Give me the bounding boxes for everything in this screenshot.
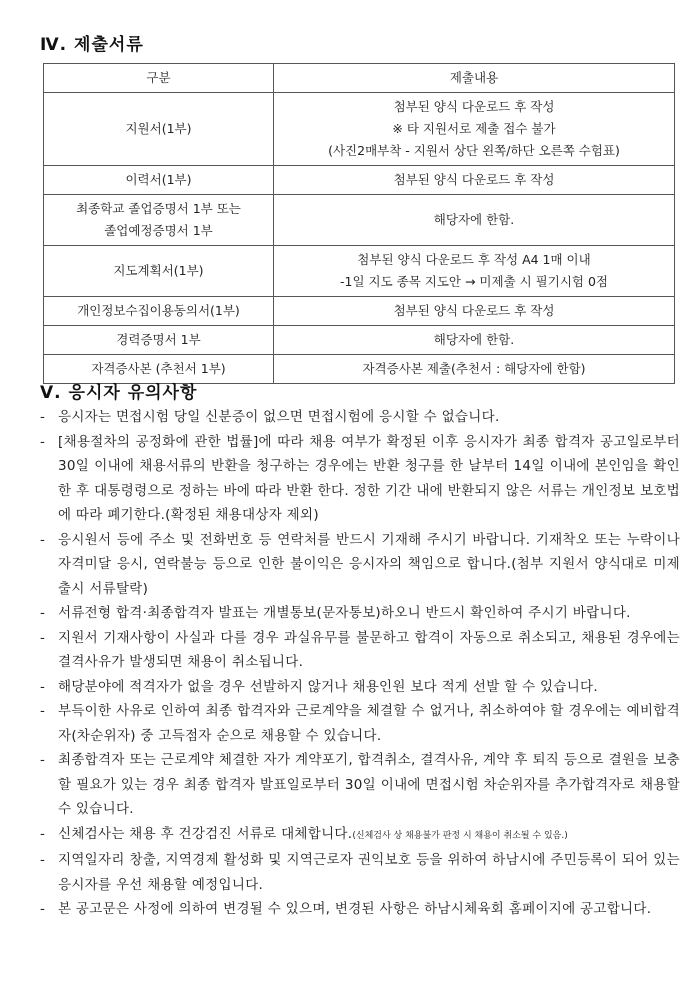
- dash-bullet: -: [40, 852, 45, 868]
- note-item: [40, 897, 680, 922]
- note-item: [40, 430, 680, 528]
- note-main-text: 서류전형 합격·최종합격자 발표는 개별통보(문자통보)하오니 반드시 확인하여 주시기 바랍니다.: [58, 605, 631, 621]
- note-item: [40, 601, 680, 626]
- dash-bullet: -: [40, 433, 45, 450]
- section-5-title: Ⅴ. 응시자 유의사항: [40, 383, 198, 403]
- note-item: [40, 848, 680, 897]
- note-main-text: 부득이한 사유로 인하여 최종 합격자와 근로계약을 체결할 수 없거나, 취소하여야 할 경우에는 예비합격자(차순위자) 중 고득점자 순으로 채용할 수 있습니다.: [58, 703, 680, 744]
- note-text: [58, 748, 680, 822]
- document-content-cell: [274, 297, 675, 326]
- dash-bullet: -: [40, 825, 45, 842]
- document-content-line: 첨부된 양식 다운로드 후 작성: [393, 303, 555, 318]
- note-main-text: [채용절차의 공정화에 관한 법률]에 따라 채용 여부가 확정된 이후 응시자가 최종 합격자 공고일로부터 30일 이내에 채용서류의 반환을 청구하는 경우에는 반환 청구를 한 날부터 14일 이내에 본인임을 확인한 후 대통령령으로 정하는 바에 따라 반환 한다. 정한 기간 내에 반환되지 않은 서류는 개인정보 보호법에 따라 폐기한다.(확정된 채용대상자 제외): [58, 433, 680, 523]
- document-content-line: -1일 지도 종목 지도안 → 미제출 시 필기시험 0점: [340, 274, 608, 289]
- note-small-text: (신체검사 상 채용불가 판정 시 채용이 취소될 수 있음.): [352, 830, 568, 841]
- note-main-text: 최종합격자 또는 근로계약 체결한 자가 계약포기, 합격취소, 결격사유, 계약 후 퇴직 등으로 결원을 보충할 필요가 있는 경우 최종 합격자 발표일로부터 30일 이내에 면접시험 차순위자를 추가합격자로 채용할 수 있습니다.: [58, 752, 680, 817]
- dash-bullet: -: [40, 901, 45, 917]
- note-text: [58, 528, 680, 602]
- document-content-cell: [274, 246, 675, 297]
- note-item: [40, 699, 680, 748]
- dash-bullet: -: [40, 605, 45, 621]
- note-text: [58, 626, 680, 675]
- document-name-line: 졸업예정증명서 1부: [104, 223, 213, 238]
- header-content: 제출내용: [274, 64, 675, 93]
- document-content-cell: [274, 166, 675, 195]
- note-item: [40, 675, 680, 700]
- note-text: [58, 699, 680, 748]
- note-item: [40, 626, 680, 675]
- note-main-text: 지원서 기재사항이 사실과 다를 경우 과실유무를 불문하고 합격이 자동으로 취소되고, 채용된 경우에는 결격사유가 발생되면 채용이 취소됩니다.: [58, 629, 680, 670]
- note-text: [58, 430, 680, 528]
- table-row: [44, 93, 675, 166]
- note-main-text: 해당분야에 적격자가 없을 경우 선발하지 않거나 채용인원 보다 적게 선발 할 수 있습니다.: [58, 678, 598, 695]
- submission-documents-table: [43, 63, 675, 384]
- note-main-text: 본 공고문은 사정에 의하여 변경될 수 있으며, 변경된 사항은 하남시체육회 홈페이지에 공고합니다.: [58, 901, 652, 917]
- table-row: [44, 326, 675, 355]
- note-text: [58, 822, 680, 849]
- note-text: [58, 405, 680, 430]
- document-content-line: 해당자에 한함.: [433, 332, 515, 347]
- dash-bullet: -: [40, 678, 45, 695]
- note-text: [58, 675, 680, 700]
- section-4-title: Ⅳ. 제출서류: [40, 35, 144, 55]
- note-text: [58, 848, 680, 897]
- document-name-cell: [44, 246, 274, 297]
- document-content-cell: [274, 93, 675, 166]
- document-content-cell: [274, 355, 675, 384]
- document-name-line: 지도계획서(1부): [113, 263, 204, 278]
- document-name-line: 최종학교 졸업증명서 1부 또는: [76, 201, 241, 216]
- dash-bullet: -: [40, 703, 45, 719]
- document-name-line: 이력서(1부): [125, 172, 192, 187]
- document-name-cell: [44, 195, 274, 246]
- document-name-line: 자격증사본 (추천서 1부): [91, 361, 226, 376]
- document-name-cell: [44, 326, 274, 355]
- note-item: [40, 748, 680, 822]
- dash-bullet: -: [40, 531, 45, 548]
- document-content-cell: [274, 326, 675, 355]
- document-content-cell: [274, 195, 675, 246]
- note-text: [58, 897, 680, 922]
- table-row: [44, 246, 675, 297]
- document-name-line: 개인정보수집이용동의서(1부): [77, 303, 240, 318]
- note-item: [40, 405, 680, 430]
- table-header-row: [44, 64, 675, 93]
- document-name-line: 지원서(1부): [125, 121, 192, 136]
- document-name-cell: [44, 166, 274, 195]
- document-content-line: 첨부된 양식 다운로드 후 작성: [393, 99, 555, 114]
- document-name-cell: [44, 93, 274, 166]
- note-item: [40, 822, 680, 849]
- document-name-line: 경력증명서 1부: [116, 332, 201, 347]
- document-content-line: (사진2매부착 - 지원서 상단 왼쪽/하단 오른쪽 수험표): [328, 143, 620, 158]
- document-name-cell: [44, 297, 274, 326]
- table-row: [44, 297, 675, 326]
- document-content-line: 해당자에 한함.: [433, 212, 515, 227]
- document-content-line: 자격증사본 제출(추천서 : 해당자에 한함): [362, 361, 586, 376]
- applicant-notes-list: [40, 405, 680, 922]
- note-item: [40, 528, 680, 602]
- document-content-line: ※ 타 지원서로 제출 접수 불가: [392, 121, 556, 136]
- header-category: 구분: [44, 64, 274, 93]
- note-main-text: 신체검사는 채용 후 건강검진 서류로 대체합니다.: [58, 825, 353, 842]
- table-row: [44, 166, 675, 195]
- dash-bullet: -: [40, 409, 45, 425]
- note-main-text: 지역일자리 창출, 지역경제 활성화 및 지역근로자 권익보호 등을 위하여 하남시에 주민등록이 되어 있는 응시자를 우선 채용할 예정입니다.: [58, 852, 680, 893]
- note-text: [58, 601, 680, 626]
- table-body: [44, 93, 675, 384]
- dash-bullet: -: [40, 752, 45, 768]
- note-main-text: 응시자는 면접시험 당일 신분증이 없으면 면접시험에 응시할 수 없습니다.: [58, 409, 500, 425]
- note-main-text: 응시원서 등에 주소 및 전화번호 등 연락처를 반드시 기재해 주시기 바랍니다. 기재착오 또는 누락이나 자격미달 응시, 연락불능 등으로 인한 불이익은 응시자의 책임으로 합니다.(첨부 지원서 양식대로 미제출시 서류탈락): [58, 531, 680, 597]
- dash-bullet: -: [40, 629, 45, 646]
- document-content-line: 첨부된 양식 다운로드 후 작성: [393, 172, 555, 187]
- document-content-line: 첨부된 양식 다운로드 후 작성 A4 1매 이내: [357, 252, 591, 267]
- table-row: [44, 195, 675, 246]
